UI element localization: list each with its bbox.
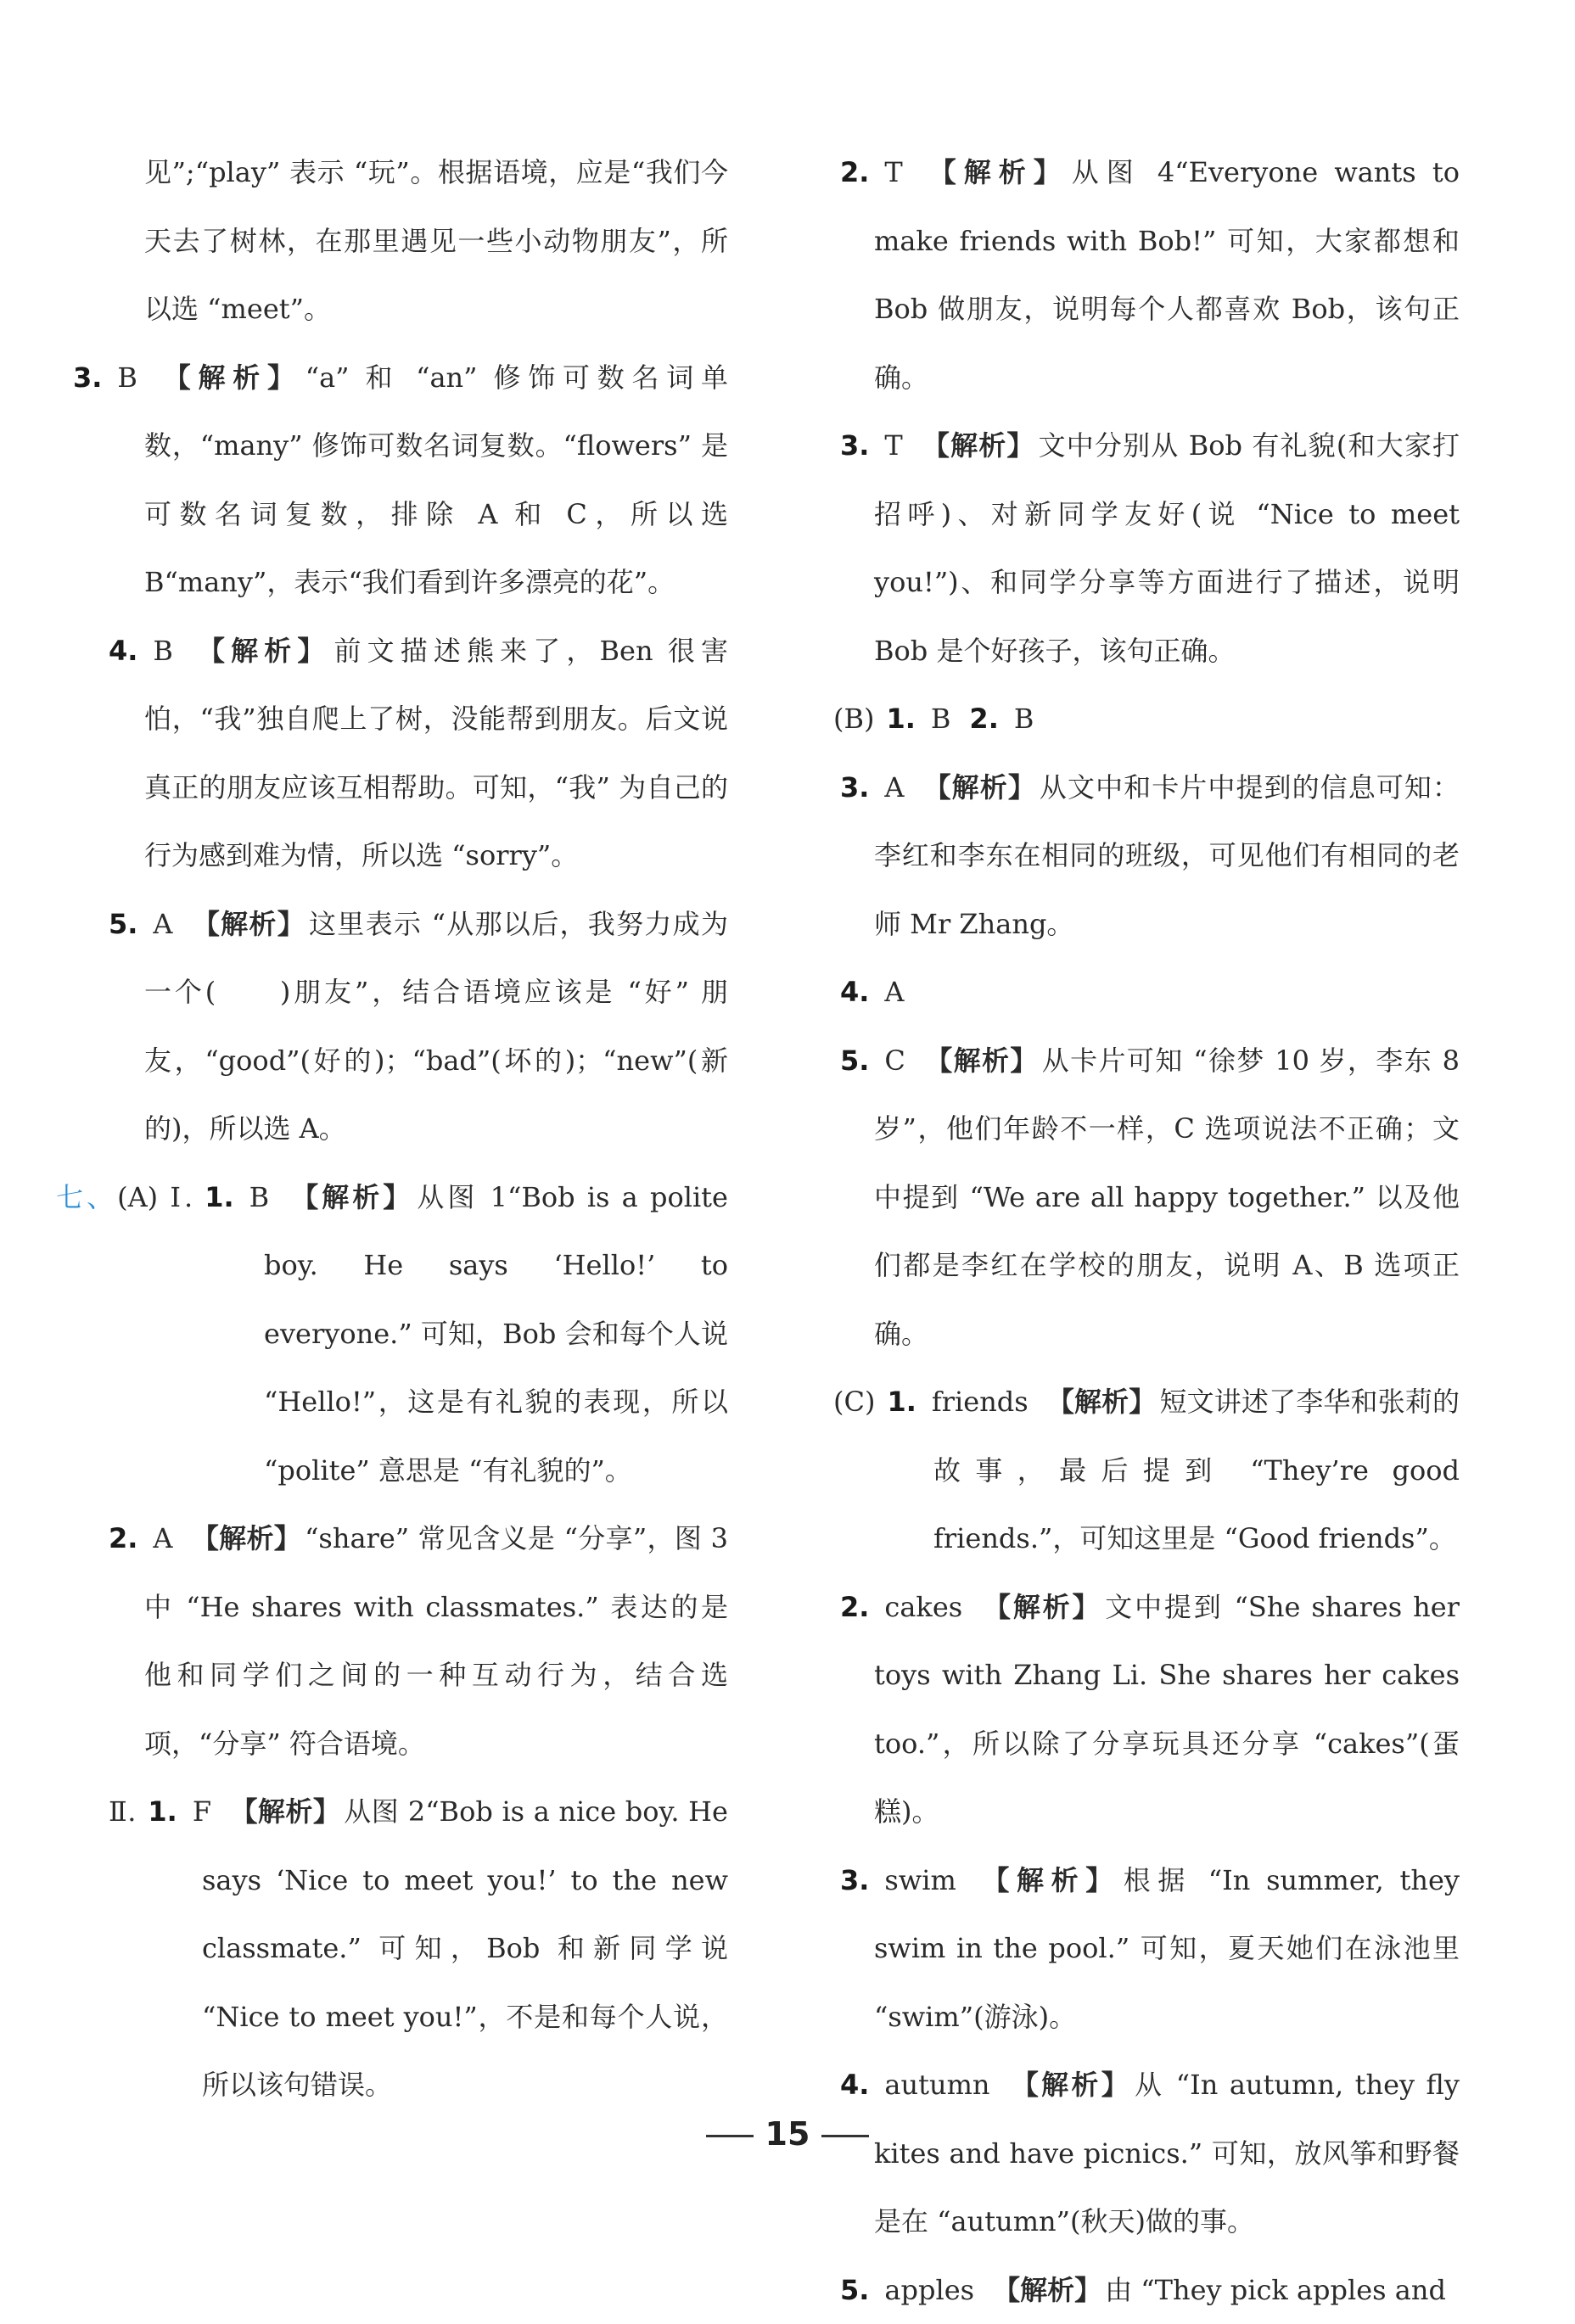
part-b-item-4 (840, 958, 1460, 1027)
answer-item-2 (840, 138, 1460, 412)
analysis-tag: 【解析】 (975, 1864, 1120, 1896)
subsection-label: Ⅱ. (109, 1795, 136, 1828)
answer-text: 从图 2“Bob is a nice boy. He says ‘Nice to meet you!’ to the new classmate.” 可知，Bob 和新同学说 “Nice to meet you!”，不是和每个人说，所以该句错误。 (202, 1795, 728, 2101)
part-c-item-3 (840, 1846, 1460, 2052)
page-number (0, 2115, 1575, 2153)
answer-text: 见”;“play” 表示 “玩”。根据语境，应是“我们今天去了树林，在那里遇见一些小动物朋友”，所以选 “meet”。 (144, 156, 728, 325)
item-number: 2. (969, 703, 998, 735)
item-number: 3. (840, 429, 869, 462)
item-number: 1. (205, 1181, 233, 1213)
answer-text: 从图 1“Bob is a polite boy. He says ‘Hello!’ to everyone.” 可知，Bob 会和每个人说 “Hello!”，这是有礼貌的表现，所以 “polite” 意思是 “有礼貌的”。 (264, 1181, 728, 1487)
analysis-tag: 【解析】 (922, 156, 1068, 188)
analysis-tag: 【解析】 (923, 771, 1036, 804)
answer-text: “share” 常见含义是 “分享”，图 3 中 “He shares with classmates.” 表达的是他和同学们之间的一种互动行为，结合选项，“分享” 符合语境。 (144, 1522, 728, 1760)
item-number: 2. (840, 1591, 869, 1623)
analysis-tag: 【解析】 (192, 1522, 302, 1554)
right-column (840, 138, 1460, 2324)
answer-word: swim (884, 1864, 956, 1896)
part-label: (B) (833, 703, 874, 735)
answer-item-5 (109, 890, 728, 1163)
answer-text: 从 “In autumn, they fly kites and have picnics.” 可知，放风筝和野餐是在 “autumn”(秋天)做的事。 (874, 2069, 1460, 2237)
item-number: 4. (109, 635, 137, 667)
analysis-tag: 【解析】 (993, 2274, 1101, 2306)
answer-item-4 (109, 617, 728, 890)
page-number-value: 15 (765, 2115, 810, 2153)
answer-text: 前文描述熊来了，Ben 很害怕，“我”独自爬上了树，没能帮到朋友。后文说真正的朋友应该互相帮助。可知，“我” 为自己的行为感到难为情，所以选 “sorry”。 (144, 635, 728, 872)
item-number: 3. (840, 1864, 869, 1896)
answer-text: 文中分别从 Bob 有礼貌(和大家打招呼)、对新同学友好(说 “Nice to meet you!”)、和同学分享等方面进行了描述，说明 Bob 是个好孩子，该句正确。 (874, 429, 1460, 667)
section-label: 七、 (56, 1181, 117, 1213)
item-number: 3. (840, 771, 869, 804)
analysis-tag: 【解析】 (922, 429, 1035, 462)
part-c-item-5 (840, 2256, 1460, 2324)
item-number: 1. (148, 1795, 177, 1828)
item-number: 4. (840, 976, 869, 1008)
answer-text: 根据 “In summer, they swim in the pool.” 可知，夏天她们在泳池里 “swim”(游泳)。 (874, 1864, 1460, 2033)
answer-letter: B (153, 635, 173, 667)
analysis-tag: 【解析】 (924, 1044, 1039, 1077)
continued-answer (109, 138, 728, 344)
item-number: 2. (109, 1522, 137, 1554)
answer-word: apples (884, 2274, 974, 2306)
page-number-dash-right (821, 2135, 869, 2137)
answer-text: 从文中和卡片中提到的信息可知：李红和李东在相同的班级，可见他们有相同的老师 Mr Zhang。 (874, 771, 1460, 940)
part-label: (C) (833, 1386, 875, 1418)
item-number: 1. (887, 1386, 916, 1418)
answer-word: friends (932, 1386, 1029, 1418)
answer-text: 从卡片可知 “徐梦 10 岁，李东 8 岁”，他们年龄不一样，C 选项说法不正确；文中提到 “We are all happy together.” 以及他们都是李红在学校的朋友，说明 A、B 选项正确。 (874, 1044, 1460, 1350)
part-c-item-2 (840, 1573, 1460, 1846)
item-number: 4. (840, 2069, 869, 2101)
analysis-tag: 【解析】 (981, 1591, 1101, 1623)
answer-letter: B (931, 703, 951, 735)
answer-text: 文中提到 “She shares her toys with Zhang Li. She shares her cakes too.”，所以除了分享玩具还分享 “cakes”(蛋糕)。 (874, 1591, 1460, 1828)
subsection-label: (A) Ⅰ. (117, 1181, 193, 1213)
answer-letter: A (153, 1522, 172, 1554)
answer-text: 短文讲述了李华和张莉的故事，最后提到 “They’re good friends.”，可知这里是 “Good friends”。 (933, 1386, 1460, 1554)
page-number-dash-left (706, 2135, 754, 2137)
answer-letter: A (153, 908, 172, 940)
analysis-tag: 【解析】 (1047, 1386, 1157, 1418)
item-number: 2. (840, 156, 869, 188)
answer-letter: A (884, 771, 904, 804)
answer-word: autumn (884, 2069, 989, 2101)
left-column (109, 138, 728, 2120)
section-7-item-1 (109, 1163, 728, 1505)
answer-letter: T (884, 156, 902, 188)
part-c-item-4 (840, 2051, 1460, 2256)
part-b-short-answers (833, 685, 1460, 753)
answer-letter: B (117, 361, 137, 394)
item-number: 3. (73, 361, 102, 394)
analysis-tag: 【解析】 (192, 635, 331, 667)
analysis-tag: 【解析】 (1009, 2069, 1131, 2101)
analysis-tag: 【解析】 (230, 1795, 340, 1828)
answer-letter: F (193, 1795, 211, 1828)
answer-letter: C (884, 1044, 905, 1077)
part-b-item-5 (840, 1027, 1460, 1369)
answer-letter: B (1014, 703, 1034, 735)
answer-item-3 (840, 412, 1460, 685)
answer-item-3 (109, 344, 728, 617)
item-number: 5. (840, 1044, 869, 1077)
part-c-item-1 (840, 1368, 1460, 1573)
answer-text: “a” 和 “an” 修饰可数名词单数，“many” 修饰可数名词复数。“flowers” 是可数名词复数，排除 A 和 C，所以选 B“many”，表示“我们看到许多漂亮的花”。 (144, 361, 728, 599)
analysis-tag: 【解析】 (288, 1181, 413, 1213)
section-7-part-ii-item-1 (109, 1778, 728, 2120)
answer-text: 由 “They pick apples and (1105, 2274, 1446, 2306)
answer-text: 这里表示 “从那以后，我努力成为一个( )朋友”，结合语境应该是 “好” 朋友，“good”(好的)；“bad”(坏的)；“new”(新的)，所以选 A。 (144, 908, 728, 1145)
answer-letter: T (884, 429, 902, 462)
item-number: 5. (109, 908, 137, 940)
answer-letter: A (884, 976, 904, 1008)
item-number: 5. (840, 2274, 869, 2306)
answer-text: 从图 4“Everyone wants to make friends with Bob!” 可知，大家都想和 Bob 做朋友，说明每个人都喜欢 Bob，该句正确。 (874, 156, 1460, 394)
answer-letter: B (249, 1181, 270, 1213)
part-b-item-3 (840, 753, 1460, 959)
answer-word: cakes (884, 1591, 962, 1623)
section-7-item-2 (109, 1504, 728, 1778)
analysis-tag: 【解析】 (156, 361, 302, 394)
item-number: 1. (886, 703, 915, 735)
analysis-tag: 【解析】 (192, 908, 305, 940)
